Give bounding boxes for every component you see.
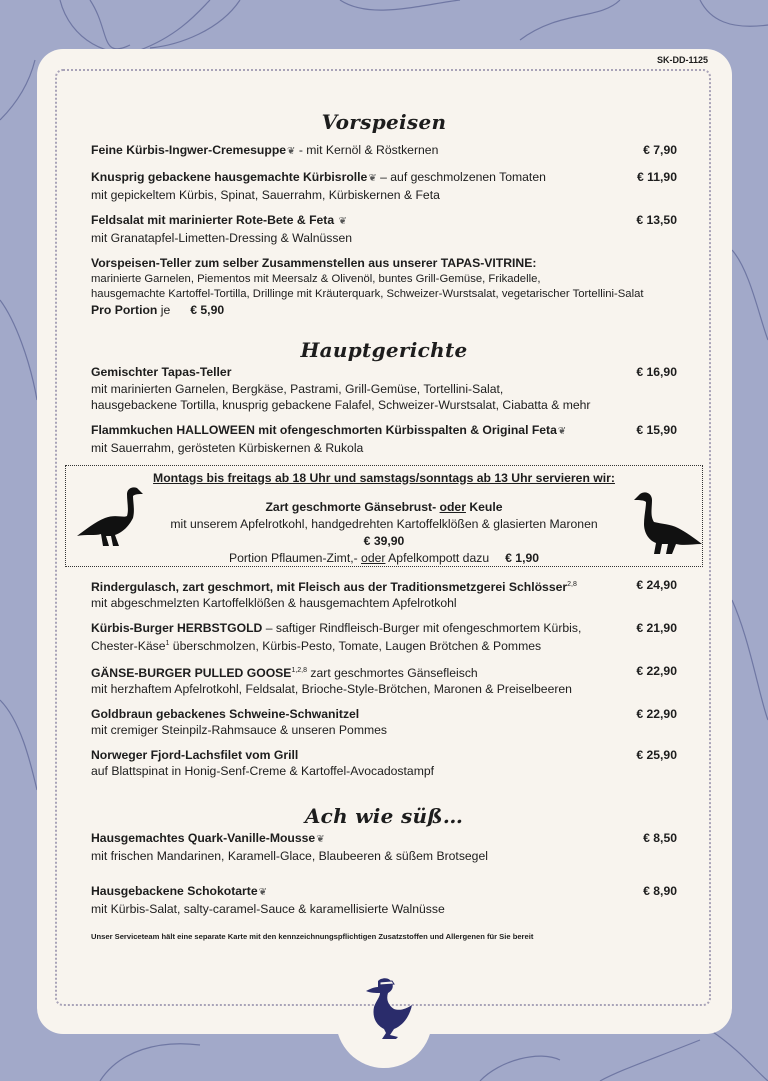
menu-item — [91, 142, 677, 161]
menu-item — [91, 422, 677, 457]
menu-item — [91, 830, 677, 865]
allergen-sup: 1 — [165, 640, 170, 648]
menu-content — [91, 110, 677, 941]
tapas-line-2: hausgemachte Kartoffel-Tortilla, Drillinge mit Kräuterquark, Schweizer-Wurstsalat, vegetarischer Tortellini-Salat — [91, 288, 644, 300]
item-desc: mit Sauerrahm, gerösteten Kürbiskernen & Rukola — [91, 441, 364, 455]
allergen-sup: 1,2,8 — [291, 666, 308, 674]
menu-item — [91, 212, 677, 247]
special-desc: mit unserem Apfelrotkohl, handgedrehten Kartoffelklößen & glasierten Maronen — [170, 516, 598, 531]
item-price: € 22,90 — [636, 663, 677, 678]
tapas-heading: Vorspeisen-Teller zum selber Zusammenstellen aus unserer TAPAS-VITRINE: — [91, 255, 537, 270]
item-name: Norweger Fjord-Lachsfilet vom Grill — [91, 747, 299, 762]
item-desc: auf Blattspinat in Honig-Senf-Creme & Kartoffel-Avocadostampf — [91, 764, 435, 779]
item-desc: mit herzhaftem Apfelrotkohl, Feldsalat, Brioche-Style-Brötchen, Maronen & Preiselbeeren — [91, 682, 572, 697]
leaf-icon: ❦ — [316, 833, 325, 845]
item-name: Knusprig gebackene hausgemachte Kürbisrolle — [91, 169, 368, 184]
item-name: Goldbraun gebackenes Schweine-Schwanitzel — [91, 706, 360, 721]
goose-silhouette-icon — [630, 488, 702, 556]
duck-mascot-icon — [360, 975, 416, 1045]
menu-item — [91, 663, 677, 698]
item-price: € 7,90 — [643, 143, 677, 157]
item-desc-inline: - mit Kernöl & Röstkernen — [295, 143, 439, 157]
item-desc-b: überschmolzen, Kürbis-Pesto, Tomate, Laugen Brötchen & Pommes — [169, 639, 542, 654]
item-name: Feine Kürbis-Ingwer-Cremesuppe — [91, 143, 287, 157]
tapas-price-row — [91, 303, 677, 319]
item-name: Rindergulasch, zart geschmort, mit Fleisch aus der Traditionsmetzgerei Schlösser — [91, 579, 568, 594]
item-desc-inline: zart geschmortes Gänsefleisch — [307, 665, 478, 680]
menu-item — [91, 620, 677, 655]
item-desc: mit cremiger Steinpilz-Rahmsauce & unseren Pommes — [91, 723, 387, 738]
menu-item — [91, 169, 677, 204]
menu-item — [91, 883, 677, 918]
tapas-vitrine-block — [91, 255, 677, 319]
special-title-b: Keule — [465, 499, 503, 514]
item-name: Hausgebackene Schokotarte — [91, 883, 258, 898]
goose-silhouette-icon — [77, 484, 149, 548]
item-price: € 16,90 — [636, 365, 677, 379]
extra-price: € 1,90 — [505, 550, 540, 565]
leaf-icon: ❦ — [338, 215, 347, 227]
item-desc: mit Kürbis-Salat, salty-caramel-Sauce & karamellisierte Walnüsse — [91, 902, 445, 917]
item-name: Hausgemachtes Quark-Vanille-Mousse — [91, 830, 316, 845]
allergen-footnote: Unser Serviceteam hält eine separate Karte mit den kennzeichnungspflichtigen Zusatzstoffen und Allergenen für Sie bereit — [91, 931, 534, 941]
item-price: € 24,90 — [636, 577, 677, 592]
section-title-vorspeisen: Vorspeisen — [321, 110, 447, 134]
extra-b: Apfelkompott dazu — [385, 550, 490, 565]
item-desc-2: hausgebackene Tortilla, knusprig gebackene Falafel, Schweizer-Wurstsalat, Ciabatta & mehr — [91, 398, 591, 412]
item-price: € 8,90 — [643, 883, 677, 898]
menu-item — [91, 706, 677, 739]
pro-portion-label: Pro Portion — [91, 302, 158, 317]
item-desc: mit marinierten Garnelen, Bergkäse, Pastrami, Grill-Gemüse, Tortellini-Salat, — [91, 381, 504, 396]
item-desc-inline: – auf geschmolzenen Tomaten — [376, 169, 546, 184]
item-name: Gemischter Tapas-Teller — [91, 365, 232, 379]
item-desc-inline: – saftiger Rindfleisch-Burger mit ofengeschmortem Kürbis, — [262, 620, 582, 635]
allergen-sup: 2,8 — [567, 580, 577, 588]
leaf-icon: ❦ — [258, 886, 268, 898]
item-name: GÄNSE-BURGER PULLED GOOSE — [91, 665, 292, 680]
section-title-desserts: Ach wie süß… — [304, 803, 464, 828]
menu-item — [91, 364, 677, 414]
menu-item — [91, 747, 677, 780]
menu-item — [91, 577, 677, 612]
item-desc: mit abgeschmelzten Kartoffelklößen & hausgemachtem Apfelrotkohl — [91, 596, 457, 611]
item-price: € 21,90 — [636, 620, 677, 635]
special-title-a: Zart geschmorte Gänsebrust- — [265, 499, 440, 514]
item-name: Feldsalat mit marinierter Rote-Bete & Feta — [91, 212, 335, 227]
special-title — [66, 499, 702, 516]
je-label: je — [157, 302, 171, 317]
item-name: Flammkuchen HALLOWEEN mit ofengeschmorten Kürbisspalten & Original Feta — [91, 422, 557, 437]
leaf-icon: ❦ — [557, 425, 567, 437]
special-title-or: oder — [439, 499, 466, 514]
item-desc: mit gepickeltem Kürbis, Spinat, Sauerrahm, Kürbiskernen & Feta — [91, 188, 440, 202]
document-code: SK-DD-1125 — [656, 55, 708, 65]
item-price: € 11,90 — [637, 169, 677, 184]
tapas-line-1: marinierte Garnelen, Piementos mit Meersalz & Olivenöl, buntes Grill-Gemüse, Frikadelle, — [91, 272, 541, 285]
leaf-icon: ❦ — [287, 146, 296, 157]
item-desc-a: Chester-Käse — [91, 639, 166, 654]
extra-or: oder — [361, 550, 386, 565]
item-price: € 13,50 — [636, 212, 677, 227]
special-price: € 39,90 — [363, 533, 405, 548]
extra-a: Portion Pflaumen-Zimt,- — [228, 550, 362, 565]
goose-special-box — [65, 465, 703, 567]
item-price: € 22,90 — [636, 706, 677, 721]
item-desc: mit Granatapfel-Limetten-Dressing & Walnüssen — [91, 231, 353, 245]
section-title-hauptgerichte: Hauptgerichte — [300, 338, 468, 362]
item-price: € 8,50 — [643, 830, 677, 845]
item-name: Kürbis-Burger HERBSTGOLD — [91, 620, 263, 635]
item-price: € 15,90 — [636, 422, 677, 437]
item-desc: mit frischen Mandarinen, Karamell-Glace, Blaubeeren & süßem Brotsegel — [91, 849, 488, 864]
item-price: € 25,90 — [636, 747, 677, 762]
special-extra — [66, 550, 702, 567]
tapas-price: € 5,90 — [190, 302, 225, 317]
leaf-icon: ❦ — [368, 172, 377, 184]
special-header: Montags bis freitags ab 18 Uhr und samstags/sonntags ab 13 Uhr servieren wir: — [153, 470, 615, 485]
